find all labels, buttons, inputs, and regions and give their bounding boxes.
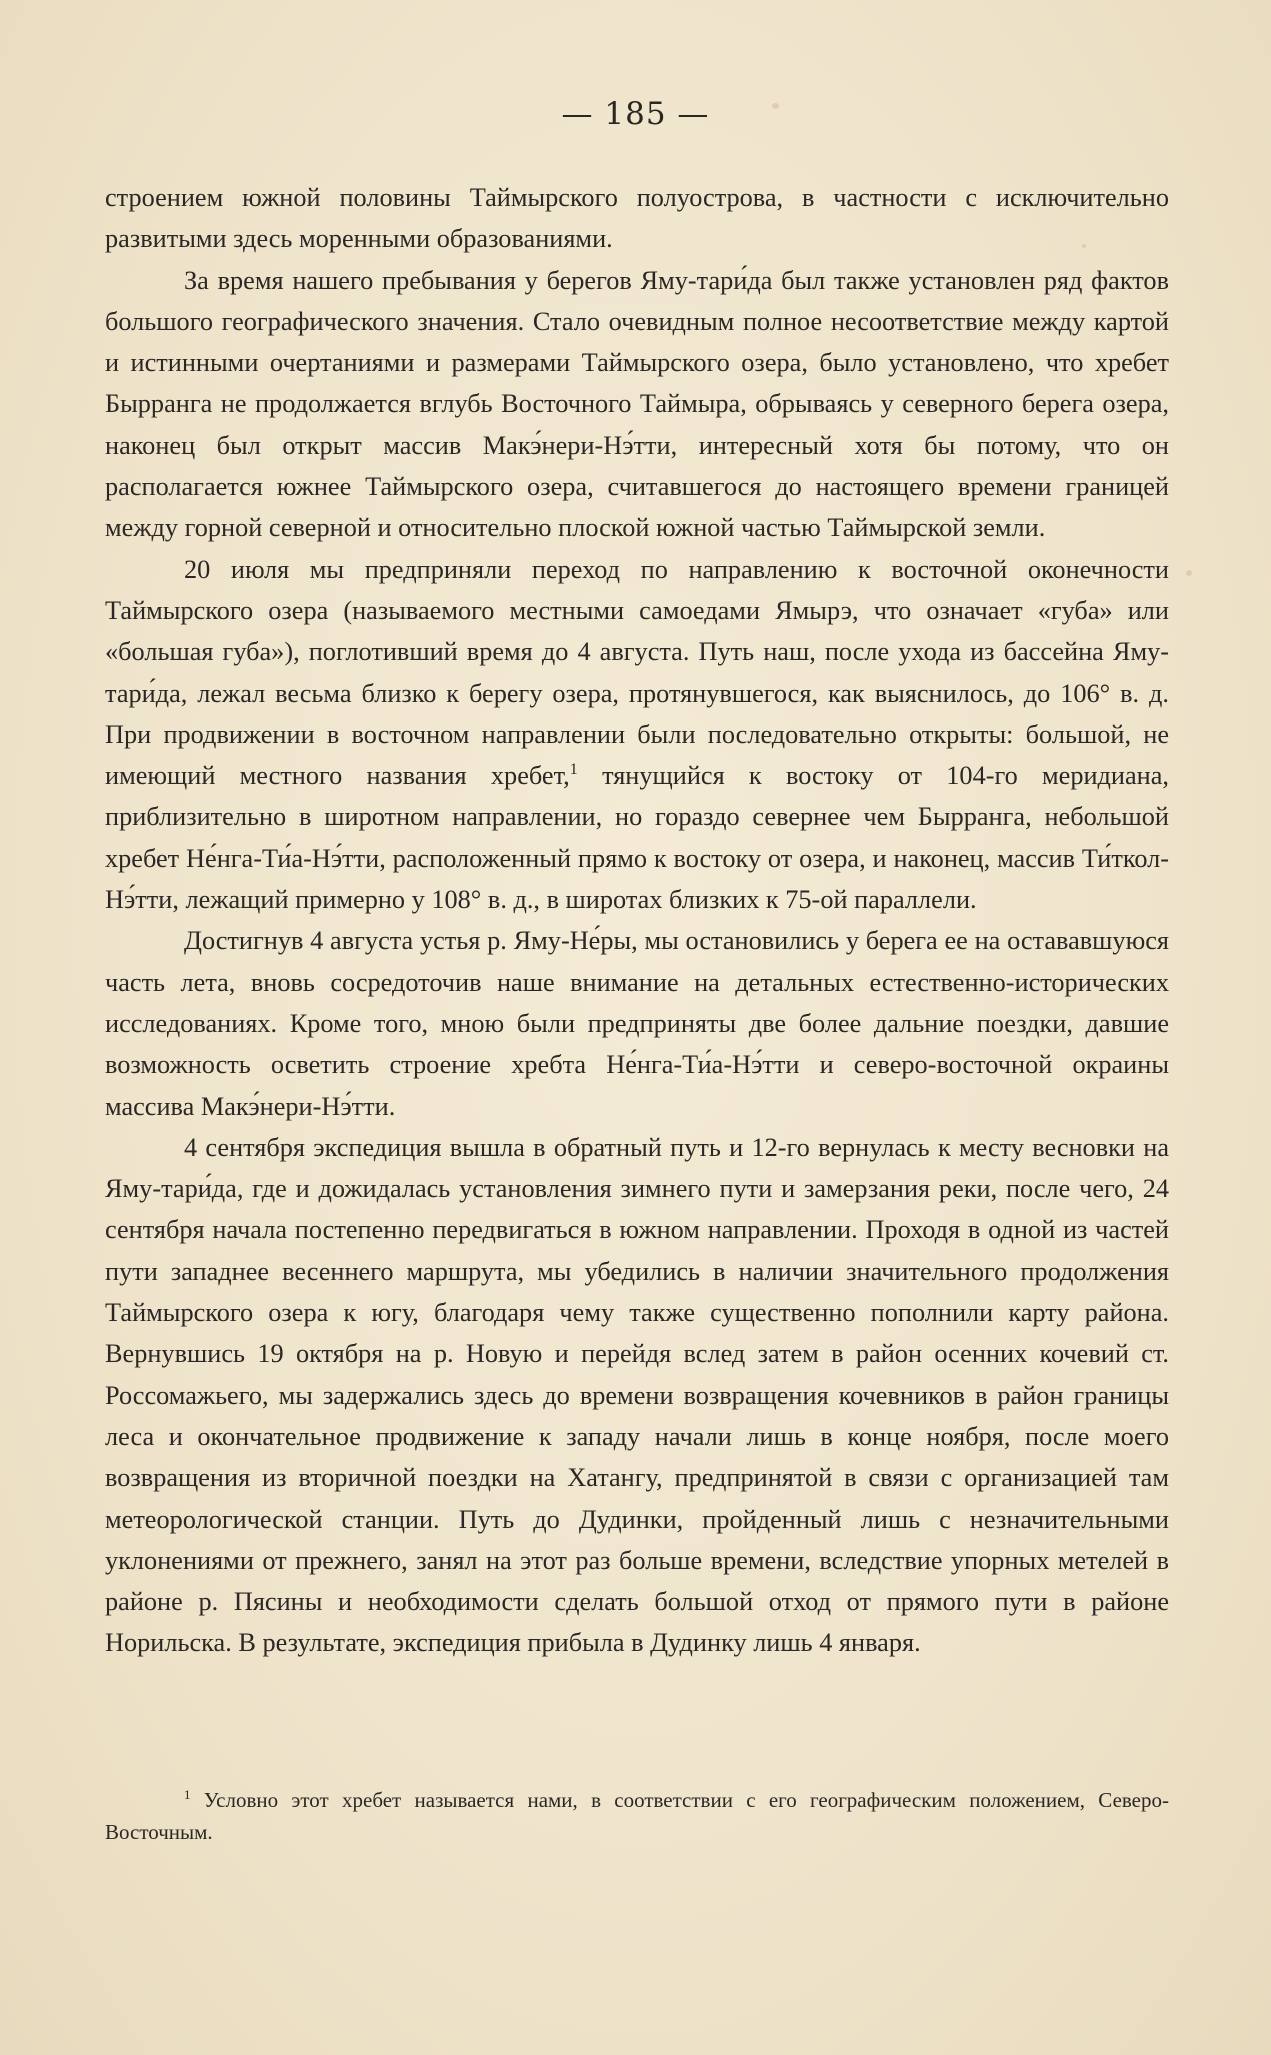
footnote-mark: 1	[184, 1787, 191, 1802]
page-number: — 185 —	[561, 96, 710, 132]
footnote	[105, 1784, 1169, 1848]
paragraph-2: За время нашего пребывания у берегов Яму-тари́да был также установлен ряд фактов большого географического значения. Стало очевидным полное несоответствие между картой и истинными очертаниями и размерами Таймырского озера, было установлено, что хребет Бырранга не продолжается вглубь Восточного Таймыра, обрываясь у северного берега озера, наконец был открыт массив Макэ́нери-Нэ́тти, интересный хотя бы потому, что он располагается южнее Таймырского озера, считавшегося до настоящего времени границей между горной северной и относительно плоской южной частью Таймырской земли.	[105, 265, 1169, 543]
body-text	[105, 177, 1169, 1664]
paragraph-1: строением южной половины Таймырского полуострова, в частности с исключительно развитыми здесь моренными образованиями.	[105, 183, 1169, 254]
footnote-body: Условно этот хребет называется нами, в соответствии с его географическим положением, Северо-Восточным.	[105, 1788, 1169, 1844]
paragraph-3-text-a: 20 июля мы предприняли переход по направлению к восточной оконечности Таймырского озера (называемого местными самоедами Ямырэ, что означает «губа» или «большая губа»), поглотивший время до 4 августа. Путь наш, после ухода из бассейна Яму-тари́да, лежал весьма близко к берегу озера, протянувшегося, как выяснилось, до 106° в. д. При продвижении в восточном направлении были последовательно открыты: большой, не имеющий местного названия хребет,	[105, 554, 1169, 791]
paragraph-3-text-b: тянущийся к востоку от 104-го меридиана, приблизительно в широтном направлении, но гораздо севернее чем Бырранга, небольшой хребет Не́нга-Ти́а-Нэ́тти, расположенный прямо к востоку от озера, и наконец, массив Ти́ткол-Нэ́тти, лежащий примерно у 108° в. д., в широтах близких к 75-ой параллели.	[105, 761, 1169, 915]
paragraph-5: 4 сентября экспедиция вышла в обратный путь и 12-го вернулась к месту весновки на Яму-тари́да, где и дожидалась установления зимнего пути и замерзания реки, после чего, 24 сентября начала постепенно передвигаться в южном направлении. Проходя в одной из частей пути западнее весеннего маршрута, мы убедились в наличии значительного продолжения Таймырского озера к югу, благодаря чему также существенно пополнили карту района. Вернувшись 19 октября на р. Новую и перейдя вслед затем в район осенних кочевий ст. Россомажьего, мы задержались здесь до времени возвращения кочевников в район границы леса и окончательное продвижение к западу начали лишь в конце ноября, после моего возвращения из вторичной поездки на Хатангу, предпринятой в связи с организацией там метеорологической станции. Путь до Дудинки, пройденный лишь с незначительными уклонениями от прежнего, занял на этот раз больше времени, вследствие упорных метелей в районе р. Пясины и необходимости сделать большой отход от прямого пути в районе Норильска. В результате, экспедиция прибыла в Дудинку лишь 4 января.	[105, 1132, 1169, 1658]
paragraph-3	[105, 549, 1169, 921]
footnote-reference[interactable]: 1	[569, 759, 578, 779]
paper-speck	[1186, 570, 1192, 576]
footnote-text	[105, 1784, 1169, 1848]
paragraph-4: Достигнув 4 августа устья р. Яму-Не́ры, мы остановились у берега ее на остававшуюся часть лета, вновь сосредоточив наше внимание на детальных естественно-исторических исследованиях. Кроме того, мною были предприняты две более дальние поездки, давшие возможность осветить строение хребта Не́нга-Ти́а-Нэ́тти и северо-восточной окраины массива Макэ́нери-Нэ́тти.	[105, 926, 1169, 1121]
